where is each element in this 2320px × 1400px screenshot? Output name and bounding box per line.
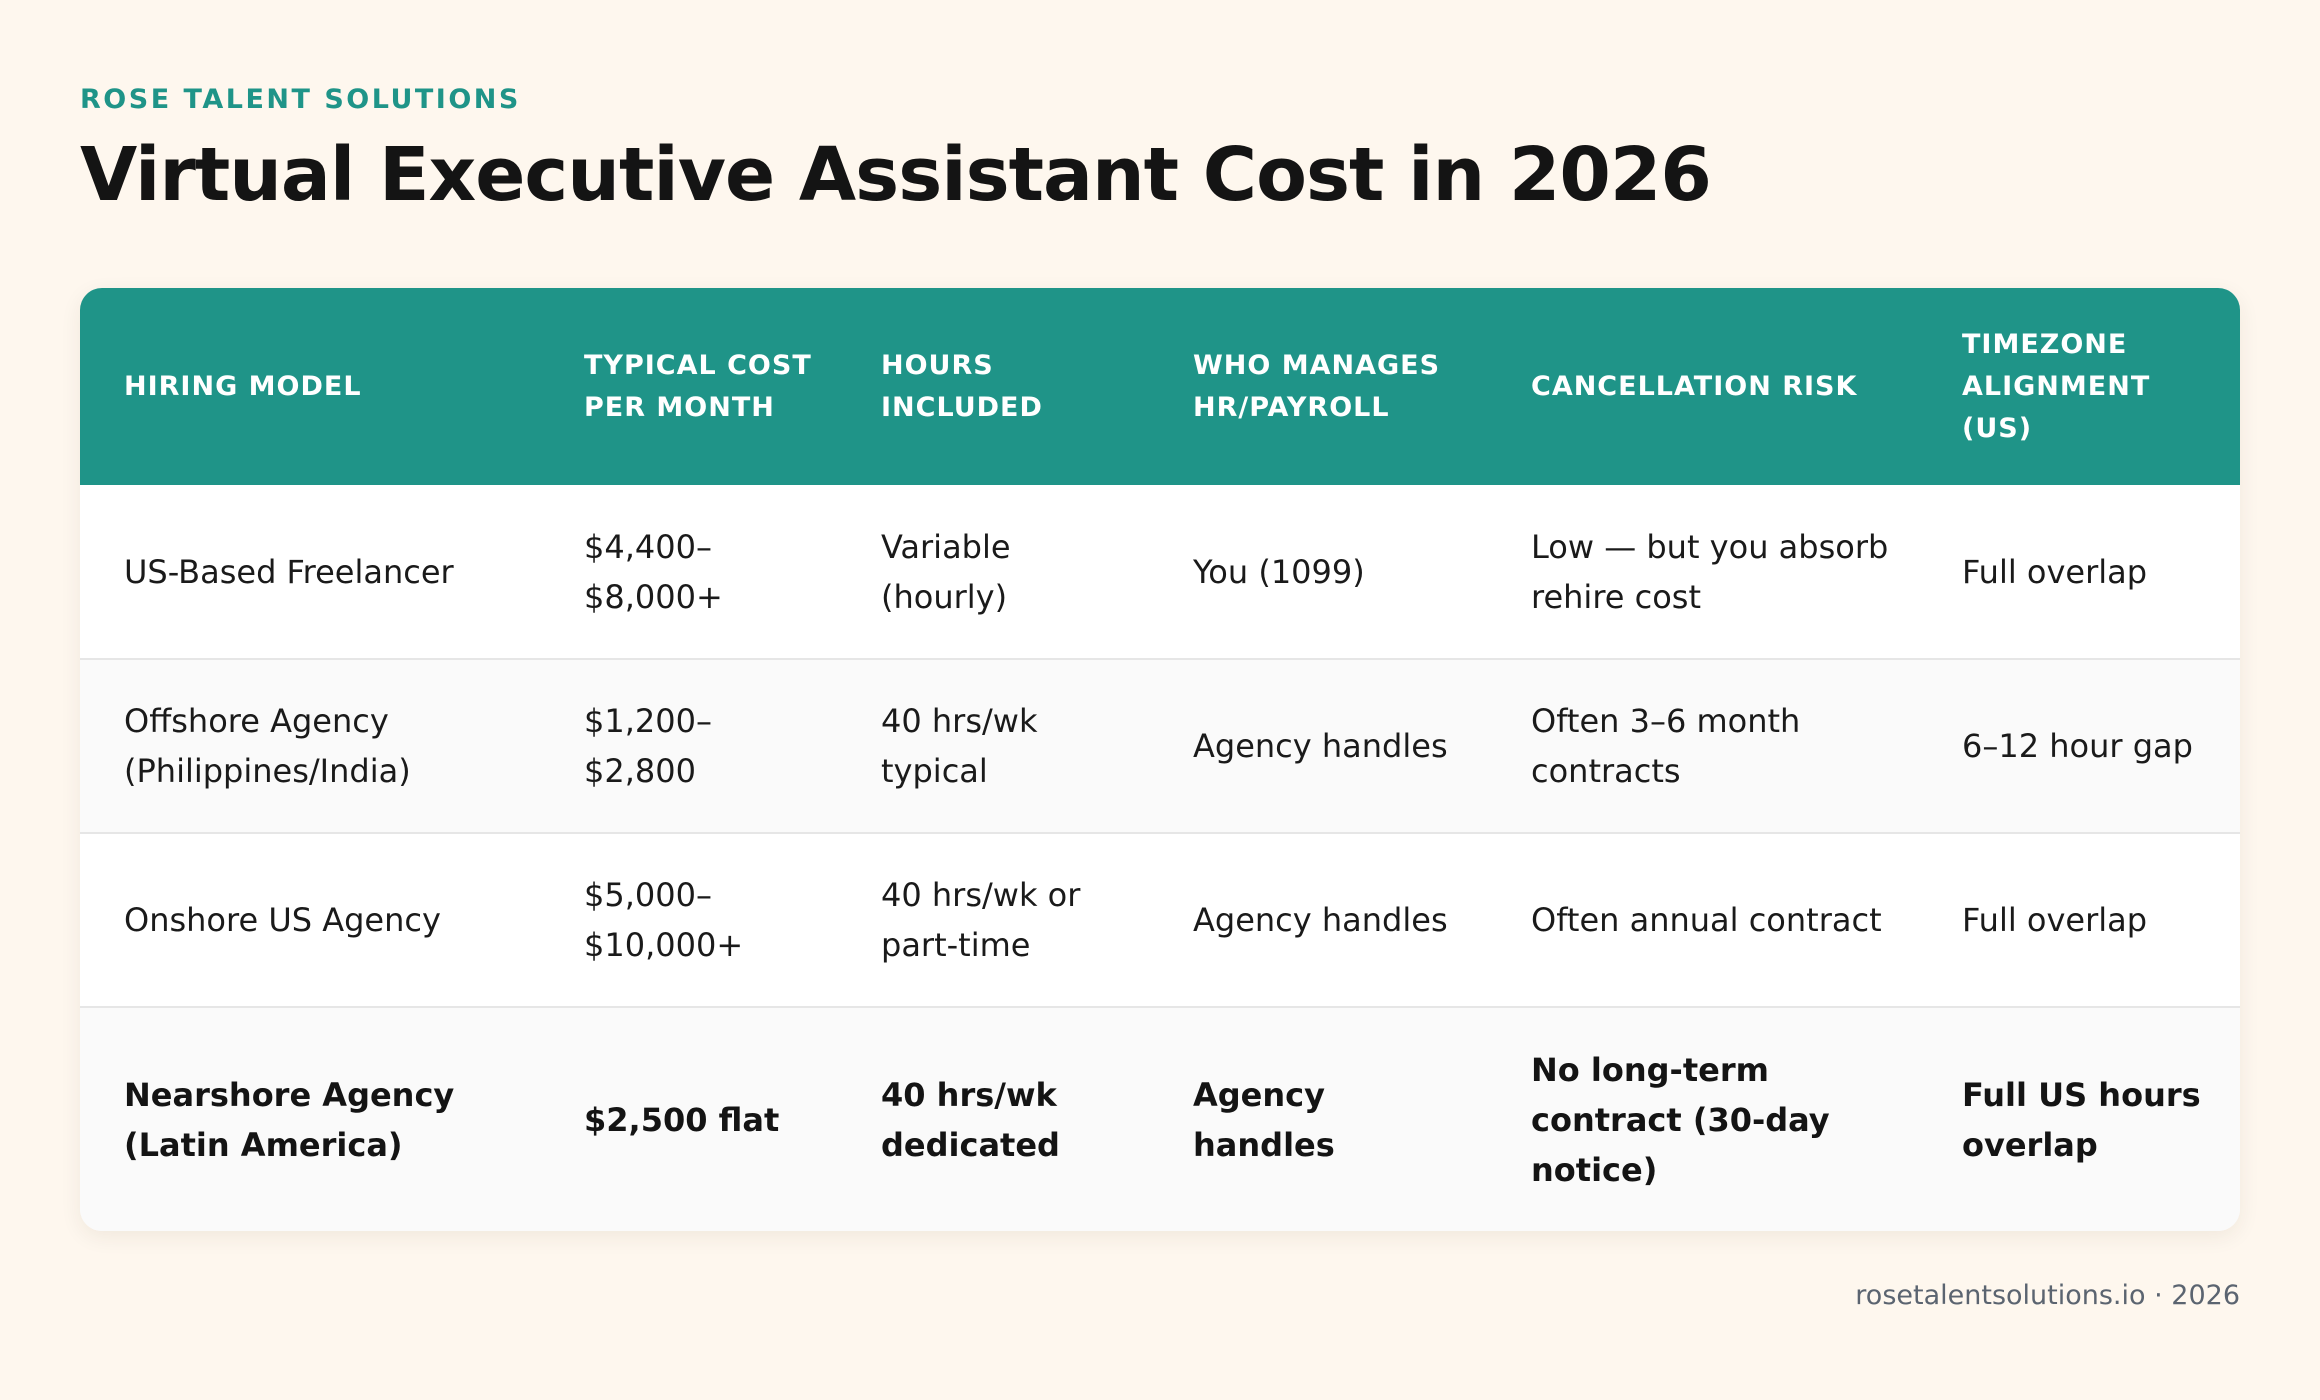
table-header-row <box>80 288 2240 485</box>
comparison-table <box>80 288 2240 1231</box>
cell-hiring-model: Offshore Agency (Philippines/India) <box>124 702 411 790</box>
cell-hiring-model: Nearshore Agency (Latin America) <box>124 1075 455 1164</box>
cell-hr-payroll: You (1099) <box>1193 552 1365 591</box>
brand-label: ROSE TALENT SOLUTIONS <box>80 84 521 115</box>
cell-cancellation-risk: No long-term contract (30-day notice) <box>1531 1050 1830 1189</box>
cell-timezone-alignment: Full overlap <box>1962 901 2148 939</box>
cell-hr-payroll: Agency handles <box>1193 1075 1335 1164</box>
header-timezone-alignment: TIMEZONE ALIGNMENT (US) <box>1962 328 2151 444</box>
cell-typical-cost: $2,500 flat <box>584 1100 780 1139</box>
cell-typical-cost: $1,200–$2,800 <box>584 702 712 790</box>
table-row <box>80 485 2240 659</box>
cell-timezone-alignment: Full US hours overlap <box>1962 1075 2201 1164</box>
cell-hr-payroll: Agency handles <box>1193 901 1448 939</box>
cell-cancellation-risk: Often 3–6 month contracts <box>1531 702 1801 790</box>
header-typical-cost: TYPICAL COST PER MONTH <box>584 349 812 423</box>
cell-typical-cost: $5,000–$10,000+ <box>584 876 744 964</box>
header-cancellation-risk: CANCELLATION RISK <box>1531 370 1858 402</box>
cell-cancellation-risk: Low — but you absorb rehire cost <box>1531 527 1889 616</box>
cell-hours-included: Variable (hourly) <box>881 527 1011 616</box>
cell-typical-cost: $4,400–$8,000+ <box>584 527 723 616</box>
header-hr-payroll: WHO MANAGES HR/PAYROLL <box>1193 349 1441 423</box>
cell-hours-included: 40 hrs/wk typical <box>881 702 1038 790</box>
page-title: Virtual Executive Assistant Cost in 2026 <box>80 132 1711 218</box>
cell-hiring-model: Onshore US Agency <box>124 901 441 939</box>
cell-hr-payroll: Agency handles <box>1193 727 1448 765</box>
footer-credit: rosetalentsolutions.io · 2026 <box>1855 1280 2240 1311</box>
cell-timezone-alignment: Full overlap <box>1962 552 2148 591</box>
cell-timezone-alignment: 6–12 hour gap <box>1962 727 2193 765</box>
table-row-highlighted <box>80 1007 2240 1231</box>
header-hiring-model: HIRING MODEL <box>124 370 362 402</box>
comparison-table-card <box>80 288 2240 1231</box>
cell-hours-included: 40 hrs/wk dedicated <box>881 1075 1060 1164</box>
cell-hiring-model: US-Based Freelancer <box>124 552 454 591</box>
cell-hours-included: 40 hrs/wk or part-time <box>881 876 1081 964</box>
table-row <box>80 833 2240 1007</box>
header-hours-included: HOURS INCLUDED <box>881 349 1043 423</box>
cell-cancellation-risk: Often annual contract <box>1531 901 1882 939</box>
table-row <box>80 659 2240 833</box>
